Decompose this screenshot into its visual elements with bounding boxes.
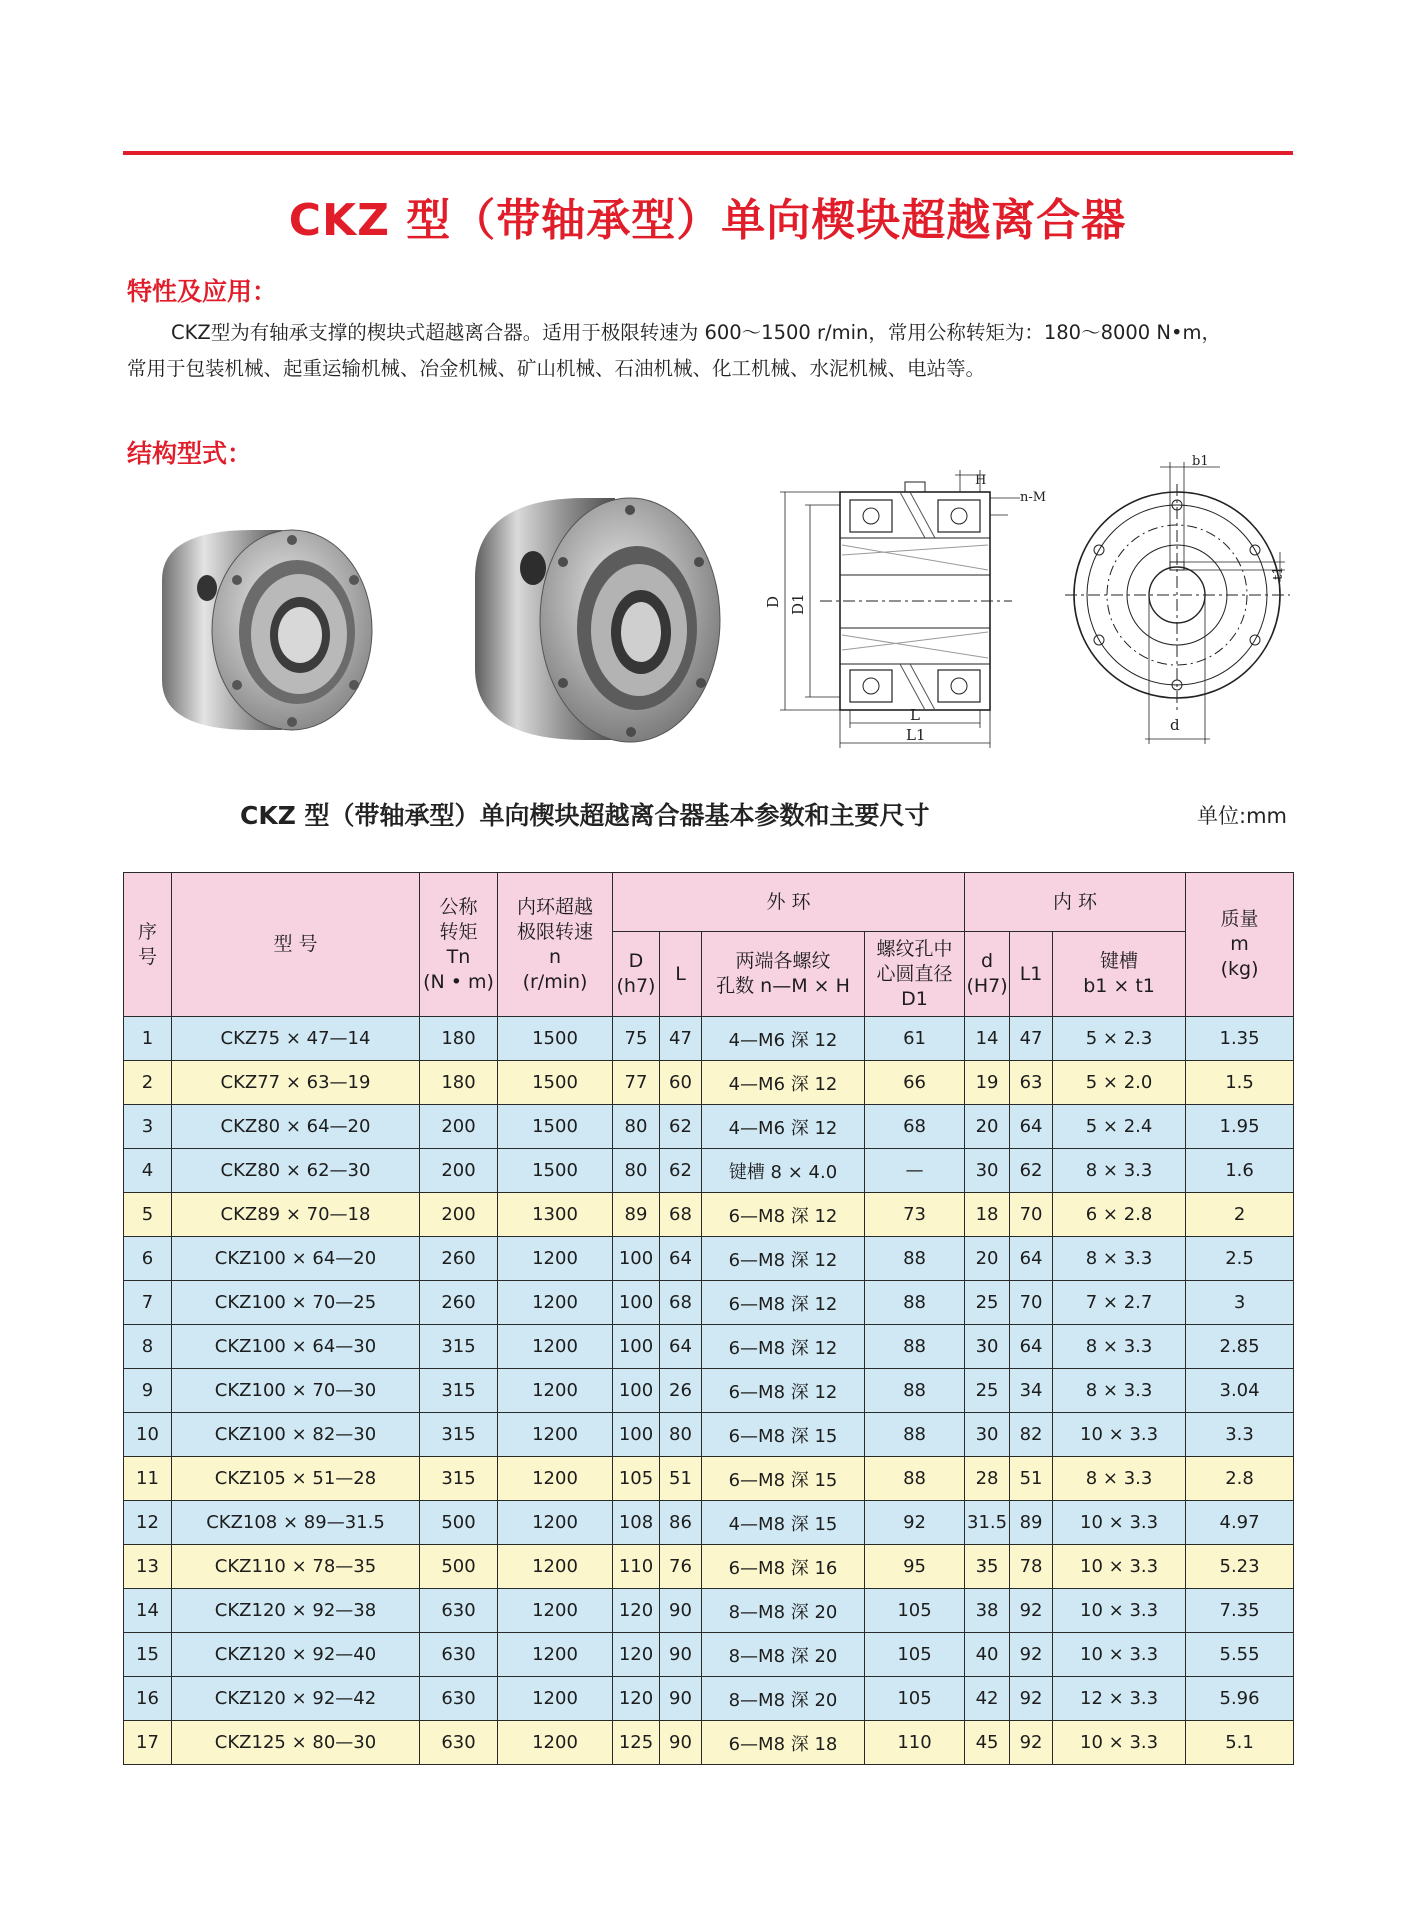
cell-D1: 88 [865,1369,965,1413]
table-row [124,1193,1294,1237]
cell-d: 20 [965,1237,1010,1281]
table-row [124,1281,1294,1325]
cell-D1: 66 [865,1061,965,1105]
cell-m: 3 [1186,1281,1294,1325]
cell-D1: 88 [865,1413,965,1457]
cell-key: 6 × 2.8 [1053,1193,1186,1237]
table-row [124,1105,1294,1149]
table-row [124,1413,1294,1457]
cell-D: 89 [613,1193,660,1237]
cell-L: 90 [660,1677,702,1721]
cell-no: 11 [124,1457,172,1501]
cell-D: 80 [613,1105,660,1149]
label-nM: n-M [1020,490,1047,505]
cell-D: 75 [613,1017,660,1061]
cell-key: 5 × 2.0 [1053,1061,1186,1105]
cell-m: 5.96 [1186,1677,1294,1721]
end-view-drawing [1060,454,1295,752]
cell-L1: 70 [1010,1281,1053,1325]
cell-model: CKZ80 × 62—30 [172,1149,420,1193]
cell-m: 3.04 [1186,1369,1294,1413]
cell-m: 7.35 [1186,1589,1294,1633]
label-t1: t1 [1271,566,1286,580]
cell-key: 12 × 3.3 [1053,1677,1186,1721]
cell-key: 10 × 3.3 [1053,1545,1186,1589]
cell-key: 10 × 3.3 [1053,1501,1186,1545]
unit-label: 单位:mm [1197,804,1287,828]
cell-D: 120 [613,1677,660,1721]
cell-L1: 70 [1010,1193,1053,1237]
cell-n: 1200 [498,1281,613,1325]
cell-model: CKZ100 × 64—30 [172,1325,420,1369]
cell-thread: 8—M8 深 20 [702,1677,865,1721]
cell-m: 5.23 [1186,1545,1294,1589]
cell-no: 17 [124,1721,172,1765]
cell-D1: 92 [865,1501,965,1545]
table-row [124,1061,1294,1105]
cell-D1: 88 [865,1325,965,1369]
cell-no: 4 [124,1149,172,1193]
cell-n: 1300 [498,1193,613,1237]
cell-n: 1200 [498,1501,613,1545]
cell-D1: 105 [865,1677,965,1721]
cell-model: CKZ120 × 92—42 [172,1677,420,1721]
header-keyway: 键槽 b1 × t1 [1053,932,1186,1017]
header-D: D (h7) [613,932,660,1017]
cell-tn: 200 [420,1149,498,1193]
cell-d: 25 [965,1369,1010,1413]
features-heading: 特性及应用： [127,277,278,306]
cell-thread: 键槽 8 × 4.0 [702,1149,865,1193]
cell-model: CKZ120 × 92—38 [172,1589,420,1633]
cell-d: 20 [965,1105,1010,1149]
table-row [124,1545,1294,1589]
clutch-photo-1 [142,500,382,750]
cell-tn: 315 [420,1457,498,1501]
cell-L: 86 [660,1501,702,1545]
cell-L1: 64 [1010,1105,1053,1149]
cell-key: 7 × 2.7 [1053,1281,1186,1325]
header-D1: 螺纹孔中 心圆直径 D1 [865,932,965,1017]
label-D: D [764,595,782,608]
cell-D: 105 [613,1457,660,1501]
cell-D: 77 [613,1061,660,1105]
cell-model: CKZ100 × 64—20 [172,1237,420,1281]
label-b1: b1 [1192,454,1209,469]
table-row [124,1237,1294,1281]
cell-L: 68 [660,1281,702,1325]
cell-no: 1 [124,1017,172,1061]
cell-m: 1.5 [1186,1061,1294,1105]
cell-n: 1200 [498,1633,613,1677]
cell-m: 4.97 [1186,1501,1294,1545]
cell-thread: 6—M8 深 15 [702,1413,865,1457]
label-H: H [975,473,987,488]
cell-no: 15 [124,1633,172,1677]
table-row [124,1589,1294,1633]
cell-L: 90 [660,1589,702,1633]
cell-d: 38 [965,1589,1010,1633]
label-L: L [910,706,920,724]
spec-table-body [124,1017,1294,1765]
cell-tn: 315 [420,1369,498,1413]
cell-tn: 180 [420,1061,498,1105]
table-row [124,1633,1294,1677]
cell-key: 8 × 3.3 [1053,1149,1186,1193]
cell-model: CKZ77 × 63—19 [172,1061,420,1105]
header-inner-ring: 内 环 [965,873,1186,932]
cell-tn: 200 [420,1105,498,1149]
cell-D: 100 [613,1325,660,1369]
cell-D: 100 [613,1281,660,1325]
cell-no: 6 [124,1237,172,1281]
cell-m: 2.85 [1186,1325,1294,1369]
cell-L: 76 [660,1545,702,1589]
cell-model: CKZ80 × 64—20 [172,1105,420,1149]
cell-L: 26 [660,1369,702,1413]
cell-tn: 630 [420,1721,498,1765]
cell-thread: 6—M8 深 15 [702,1457,865,1501]
cell-d: 14 [965,1017,1010,1061]
cell-m: 5.55 [1186,1633,1294,1677]
label-D1: D1 [789,593,807,615]
cell-n: 1200 [498,1457,613,1501]
cell-no: 7 [124,1281,172,1325]
cell-L: 64 [660,1325,702,1369]
cell-L: 90 [660,1633,702,1677]
table-row [124,1369,1294,1413]
cell-D1: 110 [865,1721,965,1765]
cell-key: 5 × 2.3 [1053,1017,1186,1061]
cell-n: 1200 [498,1721,613,1765]
cell-tn: 630 [420,1589,498,1633]
header-d: d (H7) [965,932,1010,1017]
cell-d: 40 [965,1633,1010,1677]
cell-n: 1500 [498,1061,613,1105]
clutch-photo-2 [465,478,730,758]
cell-L: 90 [660,1721,702,1765]
header-model: 型 号 [172,873,420,1017]
cell-d: 25 [965,1281,1010,1325]
cell-L: 62 [660,1105,702,1149]
section-drawing [750,470,1045,755]
spec-table [123,872,1294,1765]
label-d: d [1170,716,1180,734]
cell-m: 1.95 [1186,1105,1294,1149]
table-row [124,1149,1294,1193]
cell-D1: 88 [865,1237,965,1281]
cell-L: 47 [660,1017,702,1061]
cell-L: 68 [660,1193,702,1237]
cell-tn: 200 [420,1193,498,1237]
cell-n: 1200 [498,1677,613,1721]
cell-D1: 68 [865,1105,965,1149]
cell-D: 100 [613,1237,660,1281]
cell-d: 30 [965,1149,1010,1193]
cell-m: 2 [1186,1193,1294,1237]
cell-thread: 6—M8 深 12 [702,1369,865,1413]
top-rule [123,151,1293,155]
structure-heading: 结构型式： [127,439,253,468]
cell-D1: 88 [865,1281,965,1325]
cell-thread: 4—M8 深 15 [702,1501,865,1545]
cell-L1: 62 [1010,1149,1053,1193]
cell-tn: 260 [420,1281,498,1325]
cell-L1: 78 [1010,1545,1053,1589]
cell-thread: 6—M8 深 12 [702,1237,865,1281]
table-caption: CKZ 型（带轴承型）单向楔块超越离合器基本参数和主要尺寸 [240,801,930,830]
cell-thread: 4—M6 深 12 [702,1061,865,1105]
cell-tn: 180 [420,1017,498,1061]
cell-D1: 105 [865,1589,965,1633]
cell-tn: 630 [420,1633,498,1677]
cell-d: 42 [965,1677,1010,1721]
cell-L: 62 [660,1149,702,1193]
cell-D: 125 [613,1721,660,1765]
cell-L: 80 [660,1413,702,1457]
cell-D: 100 [613,1369,660,1413]
cell-key: 10 × 3.3 [1053,1633,1186,1677]
label-L1: L1 [906,726,926,744]
cell-L1: 64 [1010,1237,1053,1281]
cell-m: 3.3 [1186,1413,1294,1457]
cell-model: CKZ89 × 70—18 [172,1193,420,1237]
cell-D: 120 [613,1633,660,1677]
header-outer-ring: 外 环 [613,873,965,932]
cell-model: CKZ105 × 51—28 [172,1457,420,1501]
cell-model: CKZ100 × 82—30 [172,1413,420,1457]
cell-key: 8 × 3.3 [1053,1237,1186,1281]
cell-m: 2.8 [1186,1457,1294,1501]
cell-key: 10 × 3.3 [1053,1589,1186,1633]
cell-no: 12 [124,1501,172,1545]
cell-m: 2.5 [1186,1237,1294,1281]
cell-n: 1200 [498,1325,613,1369]
cell-no: 9 [124,1369,172,1413]
cell-n: 1200 [498,1545,613,1589]
cell-no: 13 [124,1545,172,1589]
table-row [124,1677,1294,1721]
cell-D: 80 [613,1149,660,1193]
cell-no: 3 [124,1105,172,1149]
cell-key: 8 × 3.3 [1053,1457,1186,1501]
cell-thread: 4—M6 深 12 [702,1105,865,1149]
cell-d: 19 [965,1061,1010,1105]
cell-D: 108 [613,1501,660,1545]
cell-D1: 95 [865,1545,965,1589]
cell-D: 120 [613,1589,660,1633]
cell-thread: 6—M8 深 18 [702,1721,865,1765]
cell-d: 45 [965,1721,1010,1765]
cell-D: 100 [613,1413,660,1457]
cell-key: 8 × 3.3 [1053,1325,1186,1369]
cell-d: 35 [965,1545,1010,1589]
cell-tn: 315 [420,1413,498,1457]
features-line-2: 常用于包装机械、起重运输机械、冶金机械、矿山机械、石油机械、化工机械、水泥机械、电站等。 [127,357,986,380]
cell-model: CKZ120 × 92—40 [172,1633,420,1677]
cell-L1: 51 [1010,1457,1053,1501]
cell-no: 14 [124,1589,172,1633]
cell-L1: 82 [1010,1413,1053,1457]
table-row [124,1017,1294,1061]
cell-tn: 500 [420,1545,498,1589]
cell-key: 8 × 3.3 [1053,1369,1186,1413]
cell-model: CKZ75 × 47—14 [172,1017,420,1061]
cell-n: 1500 [498,1017,613,1061]
table-row [124,1721,1294,1765]
cell-n: 1500 [498,1105,613,1149]
cell-L1: 89 [1010,1501,1053,1545]
cell-L1: 63 [1010,1061,1053,1105]
cell-key: 10 × 3.3 [1053,1413,1186,1457]
cell-model: CKZ100 × 70—30 [172,1369,420,1413]
cell-model: CKZ108 × 89—31.5 [172,1501,420,1545]
cell-model: CKZ110 × 78—35 [172,1545,420,1589]
cell-thread: 8—M8 深 20 [702,1633,865,1677]
cell-m: 1.6 [1186,1149,1294,1193]
cell-tn: 500 [420,1501,498,1545]
cell-no: 10 [124,1413,172,1457]
header-seq: 序号 [124,873,172,1017]
cell-d: 18 [965,1193,1010,1237]
cell-D1: 88 [865,1457,965,1501]
cell-L: 51 [660,1457,702,1501]
cell-L1: 47 [1010,1017,1053,1061]
table-row [124,1501,1294,1545]
cell-L1: 92 [1010,1721,1053,1765]
page-title: CKZ 型（带轴承型）单向楔块超越离合器 [288,195,1127,246]
cell-thread: 8—M8 深 20 [702,1589,865,1633]
header-L: L [660,932,702,1017]
cell-m: 5.1 [1186,1721,1294,1765]
cell-model: CKZ100 × 70—25 [172,1281,420,1325]
cell-thread: 6—M8 深 12 [702,1193,865,1237]
table-row [124,1325,1294,1369]
cell-thread: 6—M8 深 12 [702,1281,865,1325]
table-row [124,1457,1294,1501]
cell-D1: 105 [865,1633,965,1677]
cell-key: 5 × 2.4 [1053,1105,1186,1149]
features-text [127,315,1297,387]
cell-tn: 315 [420,1325,498,1369]
cell-L1: 92 [1010,1677,1053,1721]
cell-D1: — [865,1149,965,1193]
cell-tn: 630 [420,1677,498,1721]
cell-D1: 61 [865,1017,965,1061]
header-thread: 两端各螺纹 孔数 n—M × H [702,932,865,1017]
cell-d: 28 [965,1457,1010,1501]
cell-model: CKZ125 × 80—30 [172,1721,420,1765]
cell-no: 8 [124,1325,172,1369]
cell-thread: 4—M6 深 12 [702,1017,865,1061]
header-torque: 公称 转矩 Tn (N • m) [420,873,498,1017]
cell-n: 1200 [498,1237,613,1281]
cell-L1: 92 [1010,1589,1053,1633]
cell-no: 16 [124,1677,172,1721]
cell-no: 5 [124,1193,172,1237]
cell-n: 1200 [498,1589,613,1633]
cell-L: 64 [660,1237,702,1281]
features-line-1: CKZ型为有轴承支撑的楔块式超越离合器。适用于极限转速为 600～1500 r/min，常用公称转矩为：180～8000 N•m， [171,321,1221,344]
cell-thread: 6—M8 深 12 [702,1325,865,1369]
cell-key: 10 × 3.3 [1053,1721,1186,1765]
cell-n: 1200 [498,1413,613,1457]
cell-D1: 73 [865,1193,965,1237]
cell-tn: 260 [420,1237,498,1281]
cell-thread: 6—M8 深 16 [702,1545,865,1589]
cell-m: 1.35 [1186,1017,1294,1061]
header-L1: L1 [1010,932,1053,1017]
cell-n: 1200 [498,1369,613,1413]
cell-L1: 34 [1010,1369,1053,1413]
cell-d: 30 [965,1325,1010,1369]
cell-no: 2 [124,1061,172,1105]
cell-n: 1500 [498,1149,613,1193]
cell-L1: 92 [1010,1633,1053,1677]
cell-L: 60 [660,1061,702,1105]
cell-d: 31.5 [965,1501,1010,1545]
cell-L1: 64 [1010,1325,1053,1369]
header-mass: 质量 m (kg) [1186,873,1294,1017]
cell-d: 30 [965,1413,1010,1457]
header-speed: 内环超越 极限转速 n (r/min) [498,873,613,1017]
cell-D: 110 [613,1545,660,1589]
